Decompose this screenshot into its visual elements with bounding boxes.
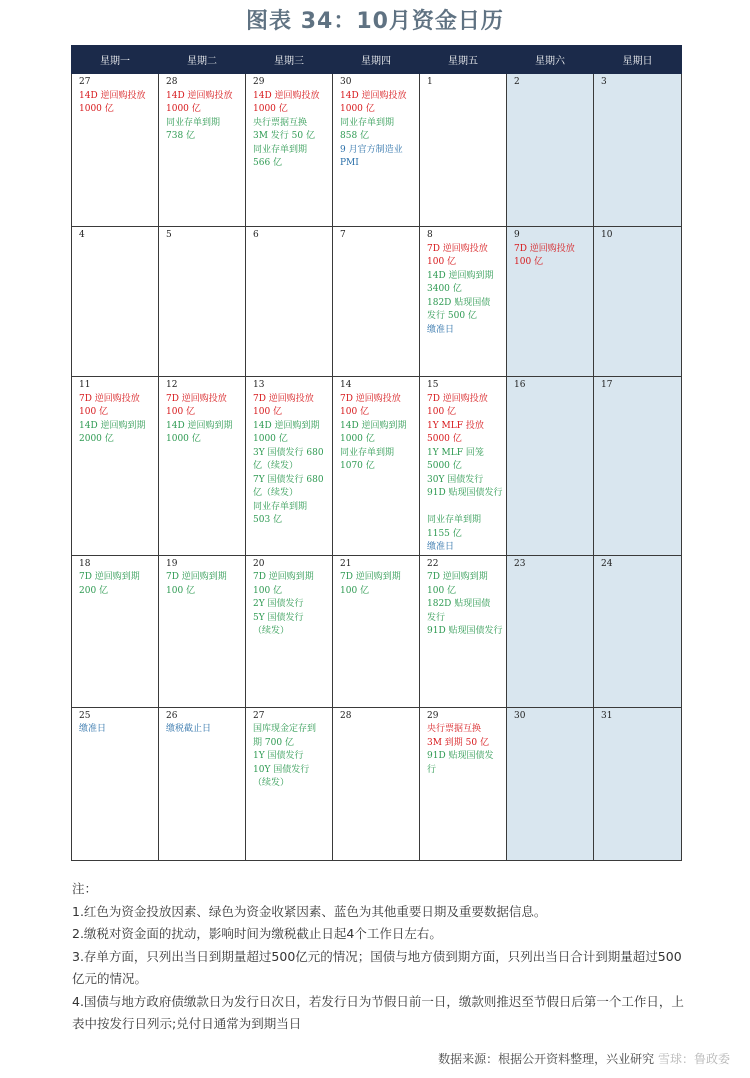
event-line: 7D 逆回购投放: [79, 393, 140, 404]
event-line: 100 亿: [166, 585, 196, 596]
day-number: 21: [340, 558, 352, 569]
event-line: 1Y 国债发行: [253, 751, 304, 761]
event-line: 91D 贴现国债发行: [427, 488, 503, 498]
event-line: 100 亿: [253, 407, 283, 417]
day-number: 3: [601, 77, 607, 87]
event-line: 7D 逆回购到期: [166, 572, 227, 582]
event-line: 9 月官方制造业: [340, 144, 403, 155]
event-line: 亿（续发）: [253, 461, 299, 471]
event-line: 2Y 国债发行: [253, 599, 304, 609]
calendar-day-cell: [246, 555, 333, 707]
day-number: 28: [166, 77, 178, 87]
event-line: 3M 发行 50 亿: [253, 131, 315, 141]
day-number: 19: [166, 558, 178, 569]
day-number: 1: [427, 77, 433, 87]
day-number: 30: [340, 77, 352, 87]
day-number: 23: [514, 558, 526, 569]
event-line: （续发）: [253, 778, 290, 788]
calendar-week-row: [72, 227, 682, 377]
day-number: 9: [514, 230, 520, 240]
event-line: 182D 贴现国债: [427, 599, 491, 609]
event-line: 200 亿: [79, 585, 109, 596]
event-line: 7D 逆回购投放: [166, 393, 227, 404]
calendar-week-row: [72, 74, 682, 227]
event-line: 738 亿: [166, 131, 196, 141]
calendar-day-cell: [72, 707, 159, 860]
event-line: 缴准日: [79, 724, 107, 734]
day-number: 20: [253, 558, 265, 569]
event-line: 100 亿: [514, 257, 544, 267]
calendar-day-cell: [507, 74, 594, 227]
calendar-day-cell: [420, 377, 507, 556]
event-line: 发行: [427, 612, 446, 623]
event-line: 7D 逆回购投放: [427, 393, 488, 404]
event-line: 1000 亿: [166, 434, 201, 444]
event-line: [427, 501, 501, 515]
event-line: 1000 亿: [166, 104, 201, 114]
calendar-table: [71, 45, 682, 861]
event-line: 1Y MLF 投放: [427, 420, 484, 431]
calendar-day-cell: [333, 555, 420, 707]
day-number: 29: [427, 710, 439, 721]
calendar-day-cell: [507, 707, 594, 860]
event-line: 91D 贴现国债发: [427, 751, 494, 761]
event-line: 100 亿: [166, 407, 196, 417]
day-number: 22: [427, 558, 439, 569]
day-number: 16: [514, 380, 526, 390]
day-number: 28: [340, 710, 352, 721]
event-line: 3Y 国债发行 680: [253, 447, 324, 458]
event-line: 100 亿: [427, 585, 457, 596]
calendar-day-cell: [159, 377, 246, 556]
day-number: 25: [79, 710, 91, 721]
calendar-day-cell: [159, 707, 246, 860]
event-line: 14D 逆回购到期: [253, 420, 320, 431]
calendar-week-row: [72, 377, 682, 556]
calendar-day-cell: [159, 555, 246, 707]
day-number: 31: [601, 710, 613, 721]
weekday-header: 星期二: [159, 46, 246, 74]
page-title: 图表 34：10月资金日历: [246, 9, 504, 34]
event-line: 同业存单到期: [427, 515, 482, 525]
notes-heading: 注：: [72, 881, 98, 896]
event-line: 7D 逆回购投放: [340, 393, 401, 404]
note-item: 2.缴税对资金面的扰动，影响时间为缴税截止日起4个工作日左右。: [72, 926, 442, 941]
event-line: 1000 亿: [340, 434, 375, 444]
event-line: 1Y MLF 回笼: [427, 447, 484, 458]
event-line: 缴税截止日: [166, 724, 212, 734]
day-number: 11: [79, 380, 91, 390]
notes-section: [72, 878, 692, 1036]
event-line: 7Y 国债发行 680: [253, 474, 324, 485]
calendar-day-cell: [420, 74, 507, 227]
day-number: 17: [601, 380, 613, 390]
event-line: 100 亿: [340, 585, 370, 596]
event-line: 100 亿: [427, 407, 457, 417]
event-line: 行: [427, 764, 437, 775]
event-line: 发行 500 亿: [427, 311, 477, 321]
day-number: 7: [340, 230, 346, 240]
calendar-day-cell: [594, 707, 682, 860]
calendar-day-cell: [246, 707, 333, 860]
event-line: 100 亿: [340, 407, 370, 417]
event-line: 5Y 国债发行: [253, 612, 304, 623]
day-number: 4: [79, 230, 85, 240]
event-line: 同业存单到期: [340, 117, 395, 128]
event-line: 100 亿: [427, 257, 457, 267]
event-line: 5000 亿: [427, 434, 462, 444]
event-line: （续发）: [253, 626, 290, 636]
event-line: 91D 贴现国债发行: [427, 626, 503, 636]
event-line: 期 700 亿: [253, 737, 294, 748]
day-number: 8: [427, 230, 433, 240]
calendar-day-cell: [507, 555, 594, 707]
day-number: 27: [79, 77, 91, 87]
weekday-header: 星期六: [507, 46, 594, 74]
event-line: 2000 亿: [79, 434, 114, 444]
event-line: 7D 逆回购投放: [514, 243, 575, 254]
event-line: 14D 逆回购到期: [79, 420, 146, 431]
day-number: 14: [340, 380, 352, 390]
event-line: 1000 亿: [253, 104, 288, 114]
note-item: 1.红色为资金投放因素、绿色为资金收紧因素、蓝色为其他重要日期及重要数据信息。: [72, 903, 547, 919]
watermark: 雪球：鲁政委: [657, 1052, 730, 1066]
calendar-day-cell: [246, 227, 333, 377]
event-line: 100 亿: [253, 585, 283, 596]
weekday-header: 星期三: [246, 46, 333, 74]
day-number: 13: [253, 380, 265, 390]
event-line: 858 亿: [340, 131, 370, 141]
source-line: [438, 1050, 730, 1067]
day-number: 15: [427, 380, 439, 390]
day-number: 24: [601, 558, 613, 569]
event-line: 7D 逆回购到期: [253, 572, 314, 582]
note-item: 3.存单方面，只列出当日到期量超过500亿元的情况；国债与地方债到期方面，只列出当日合计到期量超过500亿元的情况。: [72, 948, 682, 986]
calendar-day-cell: [507, 227, 594, 377]
calendar-day-cell: [594, 377, 682, 556]
calendar-day-cell: [507, 377, 594, 556]
event-line: 100 亿: [79, 407, 109, 417]
event-line: 缴准日: [427, 324, 455, 335]
day-number: 30: [514, 710, 526, 721]
calendar-day-cell: [333, 74, 420, 227]
calendar-day-cell: [333, 377, 420, 556]
event-line: 1000 亿: [340, 104, 375, 114]
event-line: 同业存单到期: [253, 501, 308, 512]
weekday-header: 星期一: [72, 46, 159, 74]
event-line: 国库现金定存到: [253, 724, 317, 734]
calendar-day-cell: [72, 555, 159, 707]
event-line: 7D 逆回购投放: [427, 243, 488, 254]
calendar-day-cell: [72, 227, 159, 377]
event-line: 1000 亿: [79, 104, 114, 114]
event-line: 亿（续发）: [253, 488, 299, 498]
day-number: 5: [166, 230, 172, 240]
weekday-header: 星期五: [420, 46, 507, 74]
event-line: 14D 逆回购到期: [166, 420, 233, 431]
calendar-week-row: [72, 707, 682, 860]
weekday-header-row: [72, 46, 682, 74]
event-line: 30Y 国债发行: [427, 474, 484, 485]
event-line: 同业存单到期: [340, 447, 395, 458]
calendar-day-cell: [420, 227, 507, 377]
event-line: 1000 亿: [253, 434, 288, 444]
event-line: 3400 亿: [427, 284, 462, 294]
weekday-header: 星期日: [594, 46, 682, 74]
calendar-body: [72, 74, 682, 861]
day-number: 26: [166, 710, 178, 721]
event-line: 央行票据互换: [253, 117, 308, 128]
event-line: PMI: [340, 158, 359, 168]
event-line: 7D 逆回购到期: [340, 572, 401, 582]
source-text: 数据来源：根据公开资料整理，兴业研究: [438, 1052, 655, 1066]
event-line: 7D 逆回购投放: [253, 393, 314, 404]
day-number: 29: [253, 77, 265, 87]
calendar-day-cell: [159, 74, 246, 227]
event-line: 566 亿: [253, 158, 283, 168]
event-line: 503 亿: [253, 515, 283, 525]
event-line: 央行票据互换: [427, 724, 482, 734]
event-line: 14D 逆回购投放: [253, 90, 320, 101]
event-line: 1070 亿: [340, 461, 375, 471]
calendar-day-cell: [594, 74, 682, 227]
event-line: 同业存单到期: [253, 144, 308, 155]
event-line: 14D 逆回购投放: [79, 90, 146, 101]
day-number: 27: [253, 710, 265, 721]
calendar-day-cell: [72, 74, 159, 227]
day-number: 18: [79, 558, 91, 569]
event-line: 14D 逆回购投放: [340, 90, 407, 101]
day-number: 10: [601, 230, 613, 240]
calendar-day-cell: [333, 707, 420, 860]
event-line: 5000 亿: [427, 461, 462, 471]
event-line: 14D 逆回购到期: [427, 270, 494, 281]
event-line: 7D 逆回购到期: [79, 572, 140, 582]
day-number: 12: [166, 380, 178, 390]
calendar-day-cell: [594, 555, 682, 707]
event-line: 同业存单到期: [166, 117, 221, 128]
event-line: 10Y 国债发行: [253, 764, 310, 775]
calendar-day-cell: [420, 707, 507, 860]
event-line: 7D 逆回购到期: [427, 572, 488, 582]
event-line: 1155 亿: [427, 528, 462, 539]
weekday-header: 星期四: [333, 46, 420, 74]
event-line: 缴准日: [427, 542, 455, 552]
event-line: 3M 到期 50 亿: [427, 737, 489, 748]
calendar-day-cell: [246, 74, 333, 227]
calendar-day-cell: [159, 227, 246, 377]
event-line: 14D 逆回购到期: [340, 420, 407, 431]
day-number: 2: [514, 77, 520, 87]
calendar-day-cell: [594, 227, 682, 377]
calendar-day-cell: [72, 377, 159, 556]
event-line: 14D 逆回购投放: [166, 90, 233, 101]
day-number: 6: [253, 230, 259, 240]
calendar-week-row: [72, 555, 682, 707]
event-line: 182D 贴现国债: [427, 297, 491, 308]
note-item: 4.国债与地方政府债缴款日为发行日次日，若发行日为节假日前一日，缴款则推迟至节假日后第一个工作日，上表中按发行日列示;兑付日通常为到期当日: [72, 993, 684, 1031]
calendar-day-cell: [420, 555, 507, 707]
calendar-day-cell: [333, 227, 420, 377]
calendar-day-cell: [246, 377, 333, 556]
